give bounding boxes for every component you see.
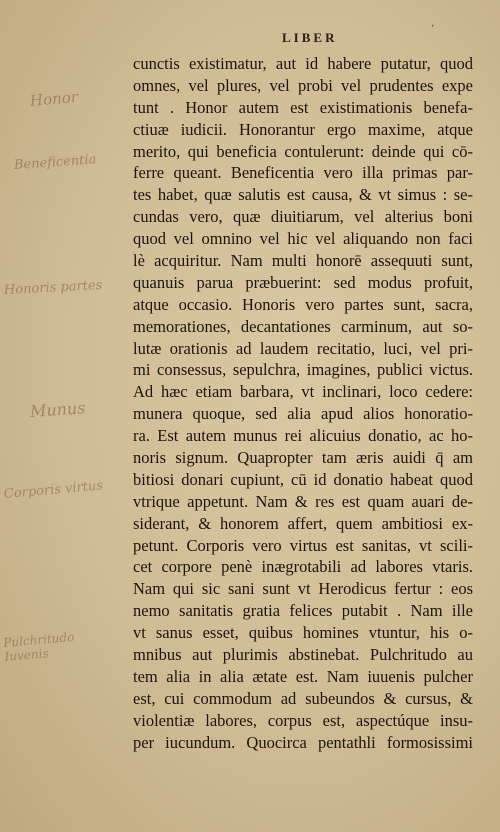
text-line: merito, qui beneficia contulerunt: deinde qui cō- [133,141,473,161]
page-header: LIBER [282,30,338,45]
text-line: est, cui commodum ad subeundos & cursus, & [133,688,473,708]
text-line: siderant, & honorem affert, quem ambitiosi ex- [133,513,473,533]
text-line: per iucundum. Quocirca pentathli formosissimi [133,732,473,752]
text-line: quod vel omnino vel hic vel aliquando non faci [133,229,473,249]
text-line: noris signum. Quapropter tam æris auidi q̄ am [133,448,473,468]
margin-note-munus: Munus [29,398,87,421]
text-line: ra. Est autem munus rei alicuius donatio, ac ho- [133,426,473,446]
body-text [133,53,473,754]
text-line: memorationes, decantationes carminum, aut so- [133,316,473,336]
text-line: vt sanus esset, quibus homines vtuntur, his o- [133,623,473,643]
text-line: bitiosi donari cupiunt, cū id donatio habeat quod [133,469,473,489]
margin-note-beneficentia: Beneficentia [13,152,97,173]
text-line: petunt. Corporis vero virtus est sanitas, vt scili- [133,535,473,555]
text-line: vtrique appetunt. Nam & res est quam auari de- [133,491,473,511]
text-line: omnes, vel plures, vel probi vel prudentes expe [133,75,473,95]
margin-note-corporis-virtus: Corporis virtus [3,478,104,502]
text-line: tunt . Honor autem est existimationis benefa- [133,97,473,117]
text-line: ctiuæ iudicii. Honorantur ergo maxime, atque [133,119,473,139]
text-line: mnibus aut plurimis abstinebat. Pulchritudo au [133,645,473,665]
text-line: lutæ orationis ad laudem recitatio, luci, vel pri- [133,338,473,358]
text-line: cet corpore penè inægrotabili ad labores vtaris. [133,557,473,577]
text-line: tem alia in alia ætate est. Nam iuuenis pulcher [133,666,473,686]
text-line: mi consessus, sepulchra, imagines, publici victus. [133,360,473,380]
text-line: munera quoque, sed alia apud alios honoratio- [133,404,473,424]
text-line: cundas vero, quæ diuitiarum, vel alterius boni [133,207,473,227]
text-line: tes habet, quæ salutis est causa, & vt simus : se- [133,185,473,205]
text-line: cunctis existimatur, aut id habere putatur, quod [133,54,473,73]
text-line: lè acquiritur. Nam multi honorē assequuti sunt, [133,251,473,271]
margin-note-pulchritudo: Pulchritudo Iuvenis [2,629,75,664]
margin-note-honor: Honor [29,87,79,110]
text-line: Nam qui sic sani sunt vt Herodicus fertur : eos [133,579,473,599]
corner-ink-mark: ´ [429,21,439,37]
text-line: ferre queant. Beneficentia vero illa primas par- [133,163,473,183]
text-line: quanuis parua præbuerint: sed modus profuit, [133,272,473,292]
text-line: Ad hæc etiam barbara, vt inclinari, loco cedere: [133,382,473,402]
text-line: nemo sanitatis gratia felices putabit . Nam ille [133,601,473,621]
text-line: violentiæ labores, corpus est, aspectúque insu- [133,710,473,730]
text-line: atque occasio. Honoris vero partes sunt, sacra, [133,294,473,314]
margin-note-honoris-partes: Honoris partes [3,277,103,298]
